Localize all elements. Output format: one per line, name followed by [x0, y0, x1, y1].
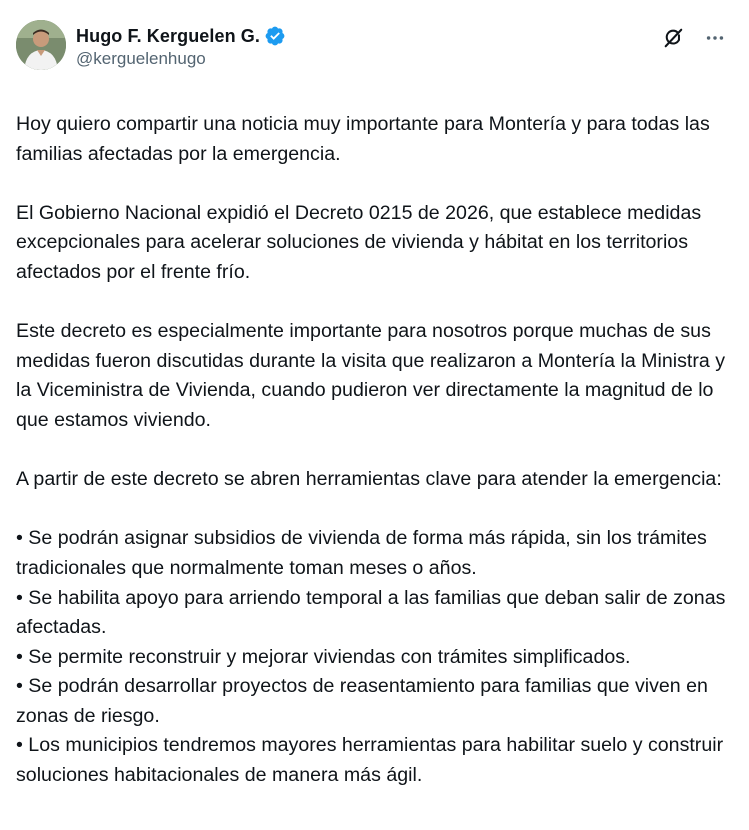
display-name[interactable]: Hugo F. Kerguelen G. [76, 25, 261, 46]
verified-badge-icon[interactable] [264, 25, 286, 47]
tweet-paragraph: El Gobierno Nacional expidió el Decreto 0215 de 2026, que establece medidas excepcionales para acelerar soluciones de vivienda y hábitat en los territorios afectados por el frente frío. [16, 201, 702, 283]
more-dots-icon[interactable] [703, 26, 727, 50]
name-row [76, 24, 286, 48]
tweet-actions [661, 26, 727, 50]
list-item: • Se habilita apoyo para arriendo temporal a las familias que deban salir de zonas afectadas. [16, 586, 726, 639]
list-item: • Se podrán asignar subsidios de vivienda de forma más rápida, sin los trámites tradicionales que normalmente toman meses o años. [16, 527, 707, 579]
tweet-text [16, 110, 733, 791]
user-info [76, 24, 286, 69]
tweet-header [16, 20, 733, 76]
tweet-paragraph: A partir de este decreto se abren herramientas clave para atender la emergencia: [16, 468, 722, 491]
list-item: • Los municipios tendremos mayores herramientas para habilitar suelo y construir soluciones habitacionales de manera más ágil. [16, 734, 724, 787]
bullet-list [16, 524, 733, 790]
list-item: • Se permite reconstruir y mejorar viviendas con trámites simplificados. [16, 645, 631, 668]
user-handle[interactable]: @kerguelenhugo [76, 49, 206, 68]
tweet-paragraph: Hoy quiero compartir una noticia muy importante para Montería y para todas las familias afectadas por la emergencia. [16, 113, 710, 165]
list-item: • Se podrán desarrollar proyectos de reasentamiento para familias que viven en zonas de riesgo. [16, 675, 708, 727]
avatar[interactable] [16, 20, 66, 70]
grok-icon[interactable] [661, 26, 685, 50]
tweet-paragraph: Este decreto es especialmente importante para nosotros porque muchas de sus medidas fueron discutidas durante la visita que realizaron a Montería la Ministra y la Viceministra de Vivienda, cuando pudieron ver directamente la magnitud de lo que estamos viviendo. [16, 320, 726, 431]
